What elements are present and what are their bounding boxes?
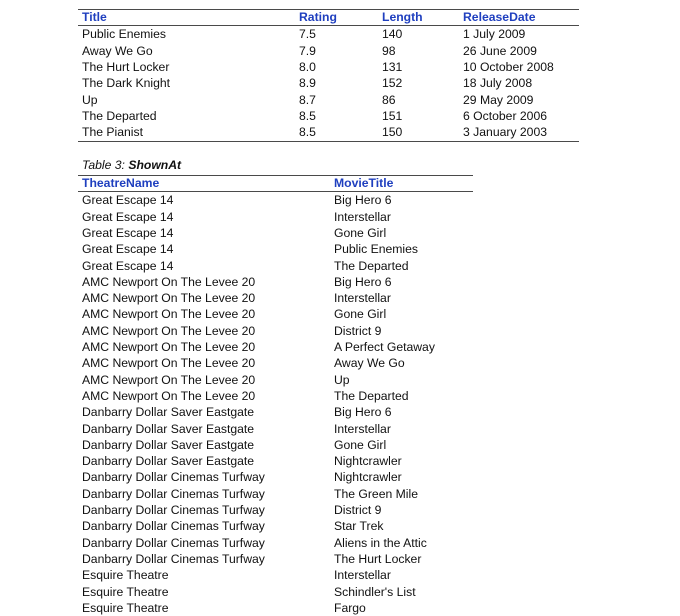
table-cell: Danbarry Dollar Saver Eastgate	[82, 405, 255, 420]
column-header-rating[interactable]: Rating	[299, 10, 337, 24]
table3-caption-prefix: Table 3:	[82, 158, 129, 172]
table-cell: Up	[82, 92, 98, 107]
table-cell: Nightcrawler	[334, 470, 402, 485]
table-cell: Danbarry Dollar Cinemas Turfway	[82, 503, 265, 517]
table-cell: Great Escape 14	[82, 225, 174, 240]
table-cell: 8.5	[299, 125, 316, 140]
table-cell: Great Escape 14	[82, 242, 174, 257]
table-cell: 7.5	[299, 27, 316, 42]
table-cell: 18 July 2008	[463, 76, 533, 91]
table-cell: Danbarry Dollar Saver Eastgate	[82, 421, 255, 436]
table-cell: Great Escape 14	[82, 209, 174, 224]
table-cell: Star Trek	[334, 519, 384, 534]
table-cell: The Dark Knight	[82, 76, 171, 91]
table-cell: Esquire Theatre	[82, 584, 169, 599]
table-cell: District 9	[334, 503, 382, 517]
table-cell: Interstellar	[334, 421, 391, 436]
table-cell: Big Hero 6	[334, 274, 392, 289]
table-cell: Public Enemies	[334, 242, 418, 257]
table-cell: 3 January 2003	[463, 125, 548, 140]
table-cell: Danbarry Dollar Saver Eastgate	[82, 454, 255, 469]
table-cell: 1 July 2009	[463, 27, 526, 42]
table-cell: The Hurt Locker	[82, 59, 170, 74]
table-cell: AMC Newport On The Levee 20	[82, 274, 256, 289]
table-cell: Schindler's List	[334, 584, 416, 599]
column-header-releasedate[interactable]: ReleaseDate	[463, 10, 536, 24]
table-cell: Gone Girl	[334, 437, 387, 452]
table-cell: AMC Newport On The Levee 20	[82, 356, 256, 371]
table-cell: Big Hero 6	[334, 193, 392, 208]
table-cell: Interstellar	[334, 291, 391, 306]
table-cell: Away We Go	[334, 356, 405, 371]
column-header-title[interactable]: Title	[82, 10, 107, 24]
table-cell: 131	[382, 59, 403, 74]
table-cell: Danbarry Dollar Cinemas Turfway	[82, 551, 265, 566]
table-cell: 151	[382, 108, 403, 123]
table3-caption	[82, 158, 181, 172]
column-header-length[interactable]: Length	[382, 10, 423, 24]
table-cell: Big Hero 6	[334, 405, 392, 420]
table-cell: 150	[382, 125, 403, 140]
table-cell: District 9	[334, 323, 382, 338]
table-cell: Gone Girl	[334, 307, 387, 322]
table-cell: AMC Newport On The Levee 20	[82, 372, 256, 387]
table-cell: Public Enemies	[82, 27, 166, 42]
table-cell: Danbarry Dollar Cinemas Turfway	[82, 535, 265, 550]
table-cell: 10 October 2008	[463, 59, 554, 74]
table-cell: Esquire Theatre	[82, 600, 169, 615]
table-cell: Esquire Theatre	[82, 568, 169, 583]
table-cell: Great Escape 14	[82, 193, 174, 208]
table-cell: Gone Girl	[334, 225, 387, 240]
table-cell: The Departed	[334, 258, 409, 273]
table-cell: 8.9	[299, 76, 316, 91]
table-cell: Away We Go	[82, 43, 153, 58]
table-cell: Danbarry Dollar Cinemas Turfway	[82, 486, 265, 501]
table-cell: AMC Newport On The Levee 20	[82, 388, 256, 403]
table-cell: The Departed	[334, 388, 409, 403]
table-cell: Aliens in the Attic	[334, 535, 427, 550]
table-cell: A Perfect Getaway	[334, 340, 435, 354]
table-cell: The Departed	[82, 108, 157, 123]
table-cell: The Pianist	[82, 125, 143, 140]
table-cell: AMC Newport On The Levee 20	[82, 291, 256, 306]
table-cell: Danbarry Dollar Cinemas Turfway	[82, 519, 265, 534]
column-header-theatrename[interactable]: TheatreName	[82, 176, 160, 190]
table-cell: 29 May 2009	[463, 92, 534, 107]
table-cell: Danbarry Dollar Saver Eastgate	[82, 437, 255, 452]
table-cell: 152	[382, 76, 403, 91]
table2-bottom-rule	[78, 141, 579, 142]
table-cell: 6 October 2006	[463, 108, 548, 123]
table-cell: AMC Newport On The Levee 20	[82, 323, 256, 338]
table-cell: AMC Newport On The Levee 20	[82, 307, 256, 322]
table-cell: 8.5	[299, 108, 316, 123]
table-cell: Great Escape 14	[82, 258, 174, 273]
table-cell: 140	[382, 27, 403, 42]
table-cell: AMC Newport On The Levee 20	[82, 340, 256, 354]
table-cell: 8.0	[299, 59, 316, 74]
table3-caption-name: ShownAt	[128, 158, 182, 172]
table-cell: Interstellar	[334, 568, 391, 583]
column-header-movietitle[interactable]: MovieTitle	[334, 176, 394, 190]
table-cell: Nightcrawler	[334, 454, 402, 469]
table-cell: Danbarry Dollar Cinemas Turfway	[82, 470, 265, 485]
table-cell: 8.7	[299, 92, 316, 107]
table-cell: Interstellar	[334, 209, 391, 224]
table-cell: Up	[334, 372, 350, 387]
table-cell: 86	[382, 92, 396, 107]
table-cell: 98	[382, 43, 396, 58]
table-cell: 7.9	[299, 43, 316, 58]
table-cell: 26 June 2009	[463, 43, 537, 58]
table-cell: The Green Mile	[334, 486, 418, 501]
table-cell: Fargo	[334, 600, 366, 615]
table-cell: The Hurt Locker	[334, 551, 422, 566]
